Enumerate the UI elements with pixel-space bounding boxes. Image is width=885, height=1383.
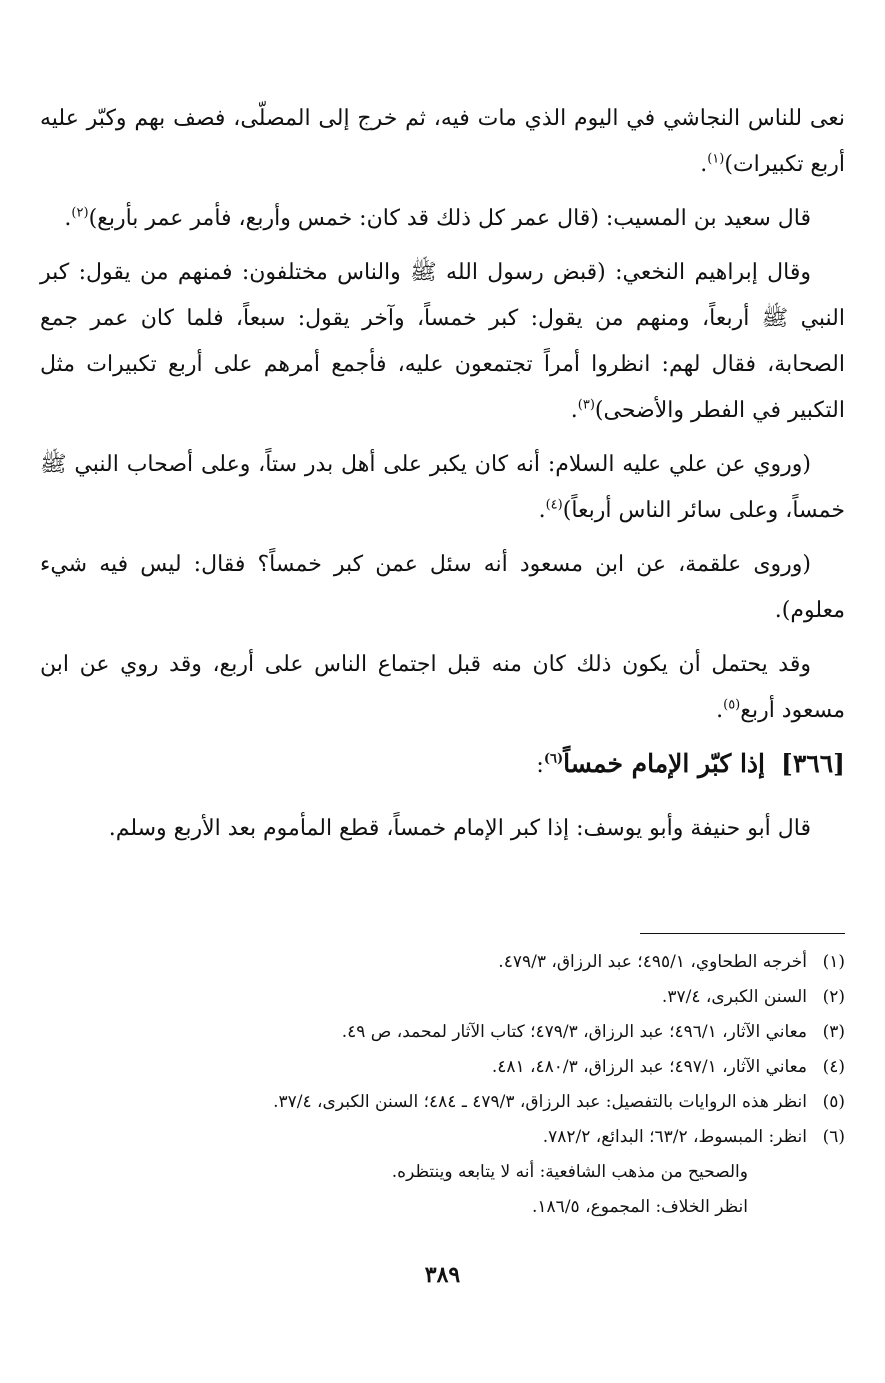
- footnote-text: معاني الآثار، ٤٩٦/١؛ عبد الرزاق، ٤٧٩/٣؛ كتاب الآثار لمحمد، ص ٤٩.: [341, 1022, 807, 1042]
- paragraph-end: .: [538, 498, 546, 523]
- section-heading: [40, 742, 845, 788]
- footnote-ref: (٤): [545, 497, 563, 513]
- footnote-ref: (٢): [71, 205, 89, 221]
- footnote-continuation: والصحيح من مذهب الشافعية: أنه لا يتابعه وينتظره.: [391, 1162, 748, 1182]
- footnote: [40, 1050, 845, 1085]
- paragraph-text: (وروي عن علي عليه السلام: أنه كان يكبر على أهل بدر ستاً، وعلى أصحاب النبي ﷺ خمساً، وعلى سائر الناس أربعاً): [40, 452, 845, 523]
- footnote-text: انظر: المبسوط، ٦٣/٢؛ البدائع، ٧٨٢/٢.: [542, 1127, 807, 1147]
- section-title: إذا كبّر الإمام خمساً: [563, 749, 766, 778]
- paragraph-text: نعى للناس النجاشي في اليوم الذي مات فيه، ثم خرج إلى المصلّى، فصف بهم وكبّر عليه أربع تكبيرات): [40, 106, 845, 177]
- heading-end: :: [536, 753, 544, 778]
- footnote-number: (٢): [822, 987, 845, 1007]
- paragraph-end: .: [64, 206, 72, 231]
- paragraph: [40, 96, 845, 188]
- footnote-number: (٥): [822, 1092, 845, 1112]
- main-text: [40, 96, 845, 860]
- footnote: [40, 1015, 845, 1050]
- paragraph: [40, 442, 845, 534]
- paragraph: [40, 642, 845, 734]
- paragraph: [40, 542, 845, 634]
- footnote-number: (٤): [822, 1057, 845, 1077]
- footnote-number: (٦): [822, 1127, 845, 1147]
- paragraph-text: قال أبو حنيفة وأبو يوسف: إذا كبر الإمام خمساً، قطع المأموم بعد الأربع وسلم.: [108, 816, 811, 841]
- page-number: ٣٨٩: [424, 1262, 461, 1288]
- paragraph-end: .: [774, 598, 782, 623]
- footnote-number: (١): [822, 952, 845, 972]
- section-number: [٣٦٦]: [781, 749, 845, 778]
- paragraph-end: .: [700, 152, 708, 177]
- paragraph: [40, 250, 845, 434]
- paragraph: [40, 196, 845, 242]
- footnote-text: أخرجه الطحاوي، ٤٩٥/١؛ عبد الرزاق، ٤٧٩/٣.: [498, 952, 807, 972]
- footnote-text: معاني الآثار، ٤٩٧/١؛ عبد الرزاق، ٤٨٠/٣، ٤٨١.: [491, 1057, 807, 1077]
- paragraph-text: قال سعيد بن المسيب: (قال عمر كل ذلك قد كان: خمس وأربع، فأمر عمر بأربع): [88, 206, 811, 231]
- footnotes: [40, 945, 845, 1225]
- footnote: [40, 945, 845, 980]
- paragraph-end: .: [570, 398, 578, 423]
- footnote: [40, 1120, 845, 1155]
- paragraph: [40, 806, 845, 852]
- footnote-ref: (١): [707, 151, 725, 167]
- footnote-text: السنن الكبرى، ٣٧/٤.: [661, 987, 807, 1007]
- footnote-continuation: انظر الخلاف: المجموع، ١٨٦/٥.: [532, 1197, 748, 1217]
- footnote-ref: (٥): [723, 697, 741, 713]
- footnote: [40, 1085, 845, 1120]
- footnote-ref: (٣): [577, 397, 595, 413]
- footnote: [40, 980, 845, 1015]
- footnote-ref: (٦): [543, 751, 564, 767]
- paragraph-text: (وروى علقمة، عن ابن مسعود أنه سئل عمن كبر خمساً؟ فقال: ليس فيه شيء معلوم): [40, 552, 845, 623]
- paragraph-end: .: [716, 698, 724, 723]
- paragraph-text: وقال إبراهيم النخعي: (قبض رسول الله ﷺ والناس مختلفون: فمنهم من يقول: كبر النبي ﷺ أربعاً، ومنهم من يقول: كبر خمساً، وآخر يقول: سبعاً، فلما كان عمر جمع الصحابة، فقال لهم: انظروا أمراً تجتمعون عليه، فأجمع أمرهم على أربع تكبيرات مثل التكبير في الفطر والأضحى): [40, 260, 845, 423]
- paragraph-text: وقد يحتمل أن يكون ذلك كان منه قبل اجتماع الناس على أربع، وقد روي عن ابن مسعود أربع: [40, 652, 845, 723]
- footnote-separator: [640, 933, 845, 934]
- footnote-text: انظر هذه الروايات بالتفصيل: عبد الرزاق، ٤٧٩/٣ ـ ٤٨٤؛ السنن الكبرى، ٣٧/٤.: [273, 1092, 807, 1112]
- footnote-number: (٣): [822, 1022, 845, 1042]
